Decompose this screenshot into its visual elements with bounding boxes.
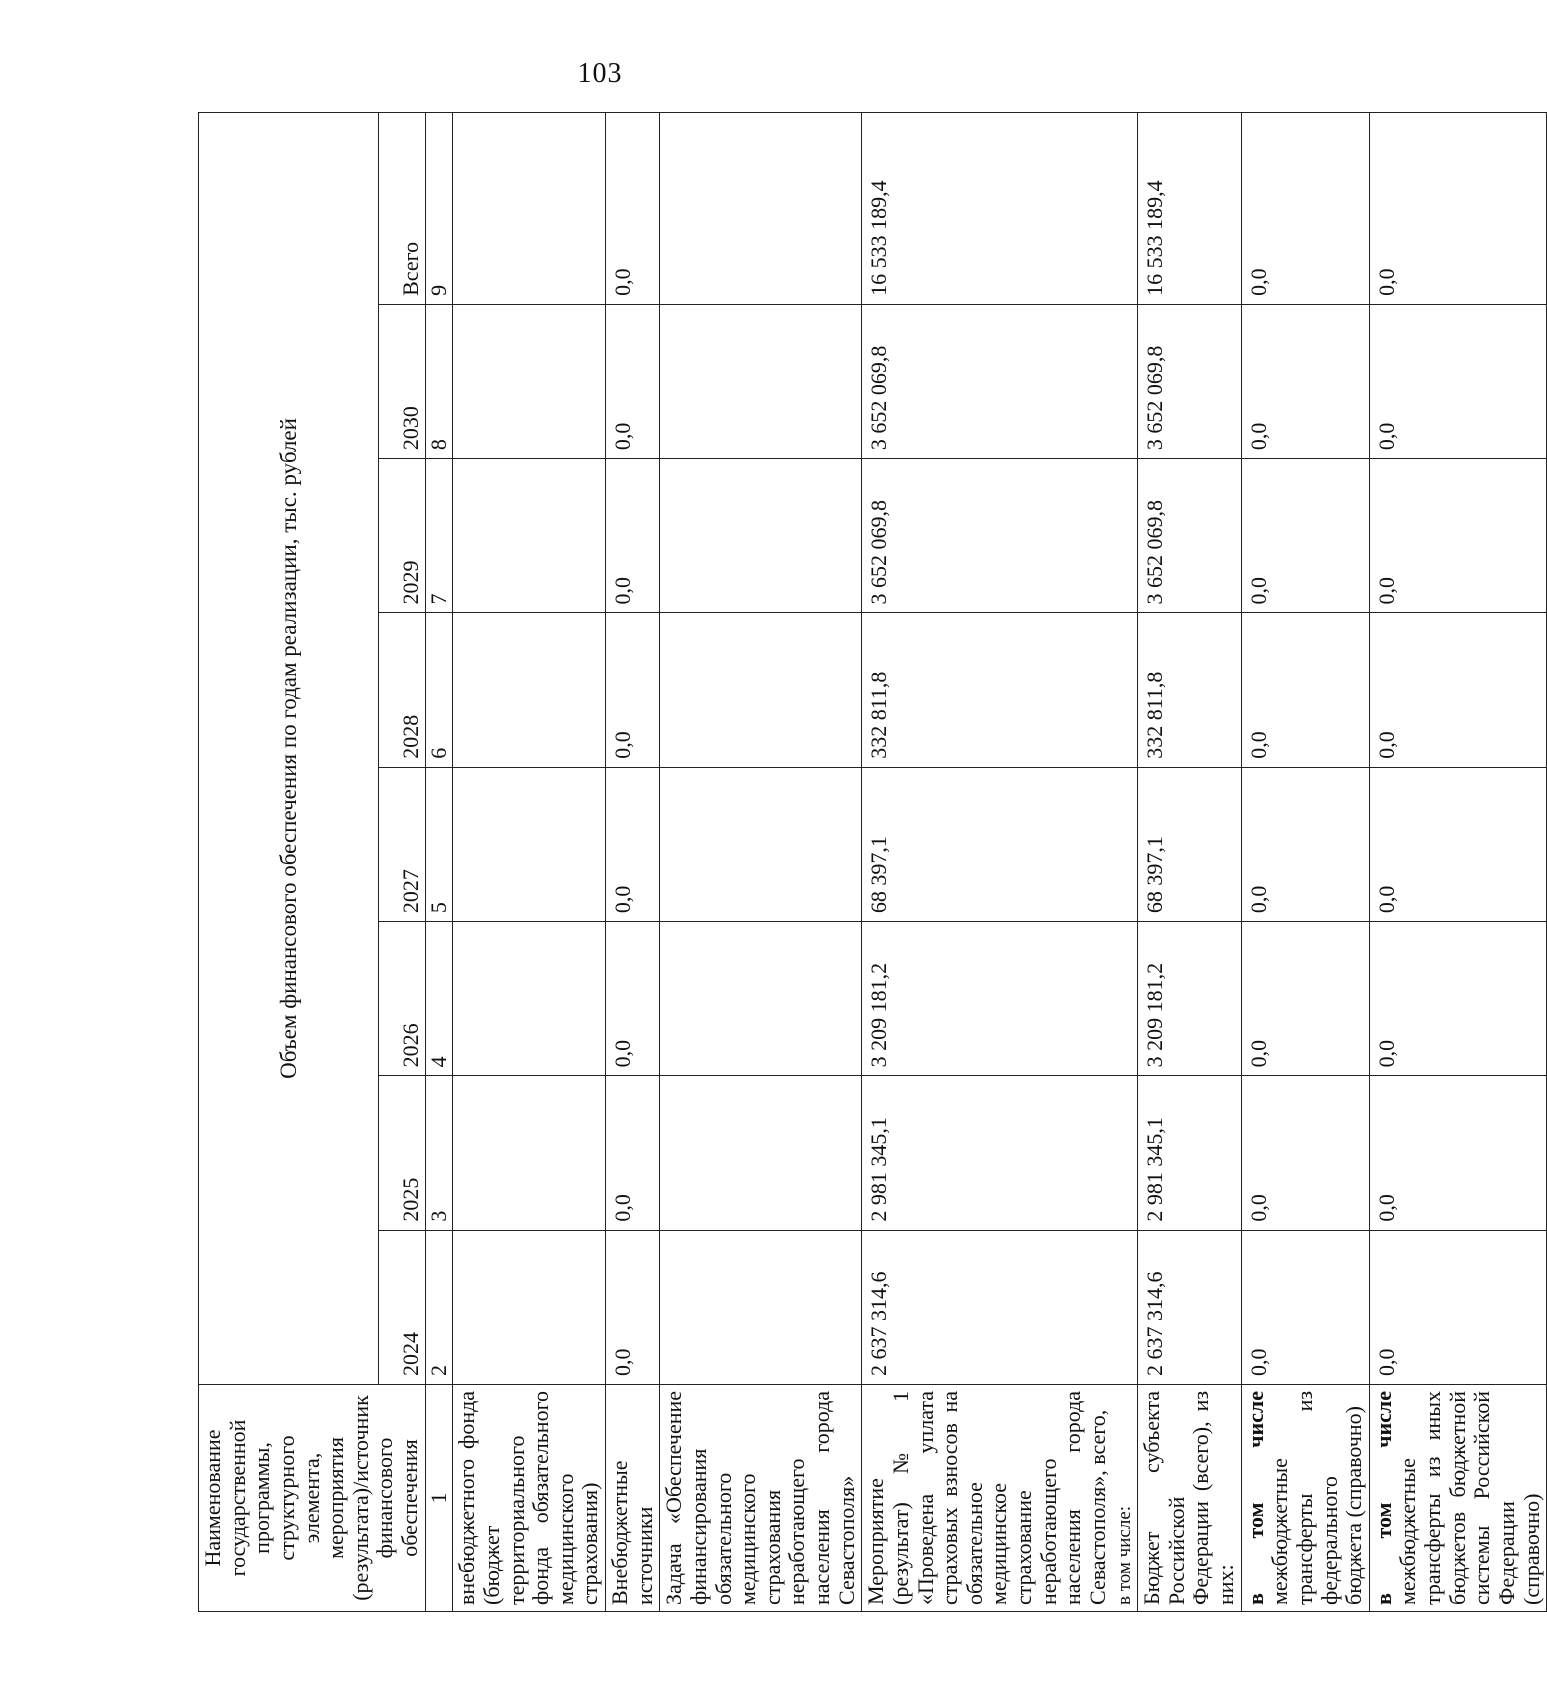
cell-value: 0,0: [606, 1076, 660, 1230]
cell-value: 0,0: [1369, 304, 1546, 458]
table-row: [1369, 113, 1546, 1612]
cell-value: 0,0: [1369, 922, 1546, 1076]
row-name: [1241, 1384, 1369, 1611]
cell-value: 0,0: [1369, 1230, 1546, 1384]
cell-value: [453, 1230, 606, 1384]
cell-value: 0,0: [1241, 304, 1369, 458]
header-year: 2028: [379, 613, 425, 767]
cell-value: [660, 922, 862, 1076]
row-name-main: межбюджетные трансферты из федерального бюджета (справочно): [1267, 1390, 1367, 1605]
table-row: [606, 113, 660, 1612]
cell-value: [660, 459, 862, 613]
cell-value: 3 652 069,8: [1138, 459, 1242, 613]
row-name-bold: в том числе: [1242, 1390, 1268, 1605]
cell-value: [660, 1076, 862, 1230]
rotated-table-container: [198, 112, 1544, 1612]
column-number: 4: [425, 922, 453, 1076]
cell-value: [453, 304, 606, 458]
cell-value: 0,0: [606, 304, 660, 458]
header-year: 2025: [379, 1076, 425, 1230]
header-year: Всего: [379, 113, 425, 305]
header-title: Объем финансового обеспечения по годам реализации, тыс. рублей: [199, 113, 379, 1385]
cell-value: 0,0: [606, 922, 660, 1076]
cell-value: [660, 113, 862, 305]
cell-value: 3 209 181,2: [862, 922, 1138, 1076]
cell-value: [660, 767, 862, 921]
cell-value: [453, 922, 606, 1076]
header-year: 2030: [379, 304, 425, 458]
row-name-bold: в том числе: [1370, 1390, 1396, 1605]
cell-value: 0,0: [606, 459, 660, 613]
column-number: 8: [425, 304, 453, 458]
cell-value: [453, 613, 606, 767]
header-name-column: Наименование государственной программы, структурного элемента, мероприятия (результата)/источник финансового обеспечения: [199, 1384, 426, 1611]
row-name-main: Мероприятие (результат) № 1 «Проведена уплата страховых взносов на обязательное медицинское страхование неработающего населения города Севастополя», всего,: [863, 1390, 1110, 1605]
cell-value: [453, 1076, 606, 1230]
cell-value: 332 811,8: [862, 613, 1138, 767]
cell-value: 0,0: [1369, 613, 1546, 767]
header-year: 2026: [379, 922, 425, 1076]
cell-value: 0,0: [1369, 767, 1546, 921]
cell-value: 0,0: [1241, 1230, 1369, 1384]
cell-value: 2 981 345,1: [1138, 1076, 1242, 1230]
row-name-note: в том числе:: [1113, 1505, 1135, 1605]
cell-value: [660, 1230, 862, 1384]
cell-value: 3 209 181,2: [1138, 922, 1242, 1076]
cell-value: 16 533 189,4: [1138, 113, 1242, 305]
table-row: [1138, 113, 1242, 1612]
header-year: 2027: [379, 767, 425, 921]
cell-value: 2 981 345,1: [862, 1076, 1138, 1230]
cell-value: 3 652 069,8: [862, 459, 1138, 613]
column-number: 3: [425, 1076, 453, 1230]
column-number: 1: [425, 1384, 453, 1611]
row-name-main: межбюджетные трансферты из иных бюджетов бюджетной системы Российской Федерации (справочно): [1395, 1390, 1544, 1605]
column-number: 2: [425, 1230, 453, 1384]
cell-value: 68 397,1: [862, 767, 1138, 921]
row-name: [862, 1384, 1138, 1611]
cell-value: 2 637 314,6: [862, 1230, 1138, 1384]
cell-value: 2 637 314,6: [1138, 1230, 1242, 1384]
table-row: [862, 113, 1138, 1612]
table-row: [1241, 113, 1369, 1612]
header-year: 2024: [379, 1230, 425, 1384]
cell-value: 0,0: [606, 113, 660, 305]
cell-value: 0,0: [1369, 1076, 1546, 1230]
cell-value: 3 652 069,8: [1138, 304, 1242, 458]
cell-value: 0,0: [1241, 1076, 1369, 1230]
row-name: Бюджет субъекта Российской Федерации (всего), из них:: [1138, 1384, 1242, 1611]
table-row: [660, 113, 862, 1612]
financing-table: [198, 112, 1547, 1612]
cell-value: 0,0: [1241, 459, 1369, 613]
column-number: 5: [425, 767, 453, 921]
row-name: внебюджетного фонда (бюджет территориального фонда обязательного медицинского страхования): [453, 1384, 606, 1611]
cell-value: [453, 459, 606, 613]
cell-value: 0,0: [1241, 767, 1369, 921]
table-row: [453, 113, 606, 1612]
cell-value: 0,0: [1369, 459, 1546, 613]
cell-value: 3 652 069,8: [862, 304, 1138, 458]
cell-value: 0,0: [1241, 113, 1369, 305]
header-year: 2029: [379, 459, 425, 613]
cell-value: 0,0: [1369, 113, 1546, 305]
column-number: 6: [425, 613, 453, 767]
cell-value: 0,0: [606, 1230, 660, 1384]
cell-value: 16 533 189,4: [862, 113, 1138, 305]
cell-value: 332 811,8: [1138, 613, 1242, 767]
cell-value: 0,0: [1241, 613, 1369, 767]
row-name: [1369, 1384, 1546, 1611]
cell-value: 0,0: [606, 767, 660, 921]
column-number: 7: [425, 459, 453, 613]
cell-value: [660, 304, 862, 458]
cell-value: [453, 113, 606, 305]
row-name: Задача «Обеспечение финансирования обязательного медицинского страхования неработающего населения города Севастополя»: [660, 1384, 862, 1611]
page-number: 103: [577, 58, 623, 89]
cell-value: 68 397,1: [1138, 767, 1242, 921]
row-name: Внебюджетные источники: [606, 1384, 660, 1611]
cell-value: [453, 767, 606, 921]
cell-value: 0,0: [1241, 922, 1369, 1076]
cell-value: 0,0: [606, 613, 660, 767]
column-number: 9: [425, 113, 453, 305]
cell-value: [660, 613, 862, 767]
